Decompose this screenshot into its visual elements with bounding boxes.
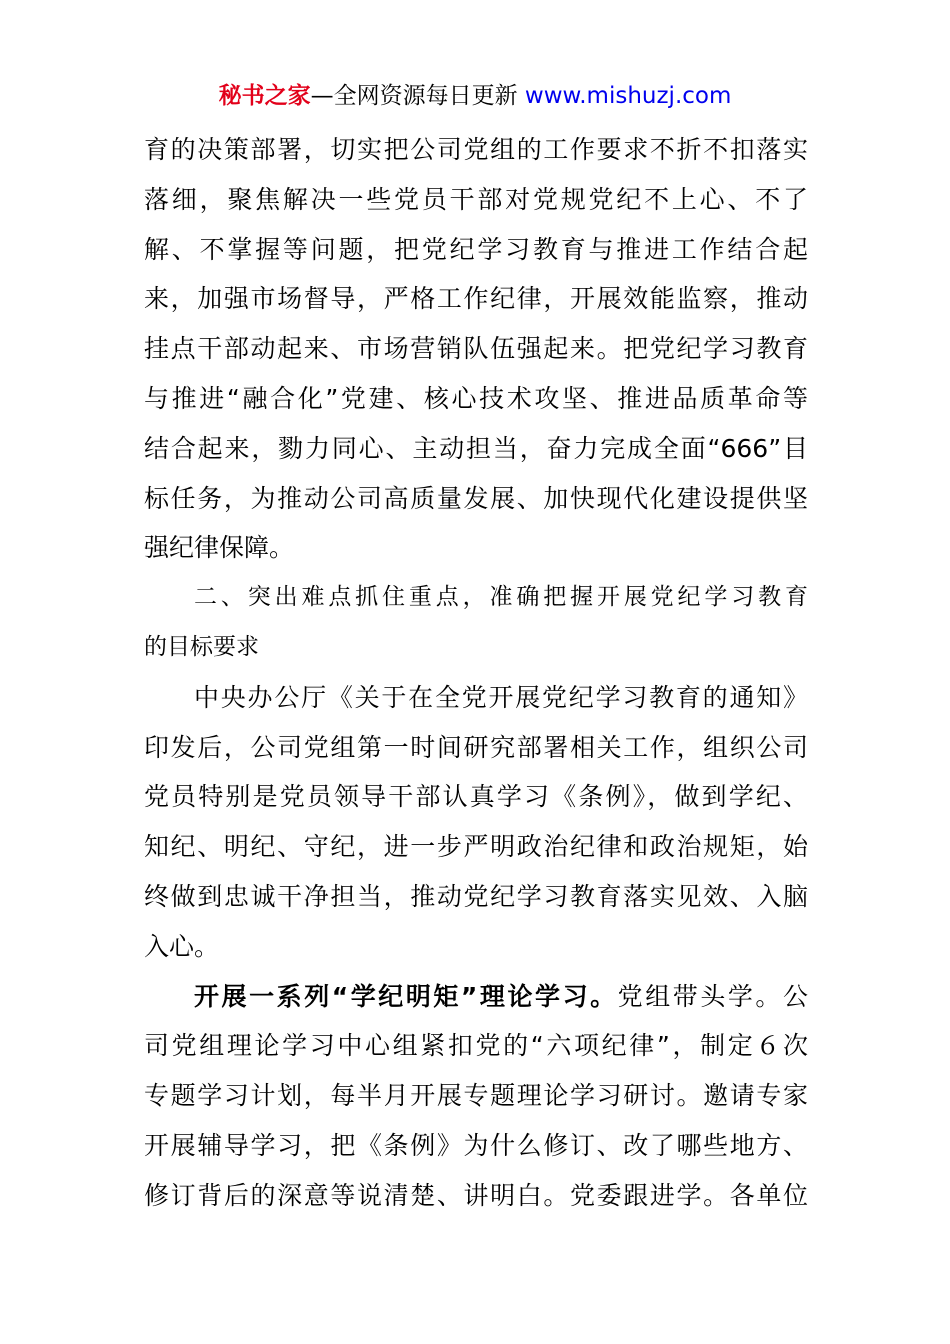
body-line: 党员特别是党员领导干部认真学习《条例》，做到学纪、 bbox=[144, 782, 808, 812]
body-line: 落细，聚焦解决一些党员干部对党规党纪不上心、不了 bbox=[144, 184, 808, 214]
watermark-header bbox=[0, 80, 950, 112]
body-line: 结合起来，勠力同心、主动担当，奋力完成全面“666”目 bbox=[144, 433, 808, 463]
bold-lead-line bbox=[144, 972, 808, 1022]
bold-lead: 开展一系列“学纪明矩”理论学习。 bbox=[194, 981, 618, 1011]
header-slogan: —全网资源每日更新 bbox=[310, 83, 525, 109]
body-line: 修订背后的深意等说清楚、讲明白。党委跟进学。各单位 bbox=[144, 1180, 808, 1210]
section-heading-cont: 的目标要求 bbox=[144, 633, 259, 660]
body-line: 挂点干部动起来、市场营销队伍强起来。把党纪学习教育 bbox=[144, 334, 808, 364]
body-line: 终做到忠诚干净担当，推动党纪学习教育落实见效、入脑 bbox=[144, 881, 808, 911]
body-line: 强纪律保障。 bbox=[144, 533, 295, 563]
body-line: 中央办公厅《关于在全党开展党纪学习教育的通知》 bbox=[194, 682, 808, 712]
brand-name: 秘书之家 bbox=[218, 83, 311, 109]
document-body bbox=[144, 125, 808, 1221]
body-line: 入心。 bbox=[144, 931, 220, 961]
body-line: 专题学习计划，每半月开展专题理论学习研讨。邀请专家 bbox=[144, 1081, 808, 1111]
body-line: 知纪、明纪、守纪，进一步严明政治纪律和政治规矩，始 bbox=[144, 832, 808, 862]
body-line: 司党组理论学习中心组紧扣党的“六项纪律”，制定６次 bbox=[144, 1031, 808, 1061]
body-line: 来，加强市场督导，严格工作纪律，开展效能监察，推动 bbox=[144, 284, 808, 314]
bold-lead-tail: 党组带头学。公 bbox=[617, 981, 808, 1011]
body-line: 标任务，为推动公司高质量发展、加快现代化建设提供坚 bbox=[144, 483, 808, 513]
body-line: 开展辅导学习，把《条例》为什么修订、改了哪些地方、 bbox=[144, 1130, 808, 1160]
body-line: 印发后，公司党组第一时间研究部署相关工作，组织公司 bbox=[144, 732, 808, 762]
body-line: 与推进“融合化”党建、核心技术攻坚、推进品质革命等 bbox=[144, 383, 808, 413]
body-line: 育的决策部署，切实把公司党组的工作要求不折不扣落实 bbox=[144, 135, 808, 164]
section-heading: 二、突出难点抓住重点，准确把握开展党纪学习教育 bbox=[194, 584, 808, 611]
body-line: 解、不掌握等问题，把党纪学习教育与推进工作结合起 bbox=[144, 234, 808, 264]
site-url[interactable]: www.mishuzj.com bbox=[524, 83, 732, 109]
